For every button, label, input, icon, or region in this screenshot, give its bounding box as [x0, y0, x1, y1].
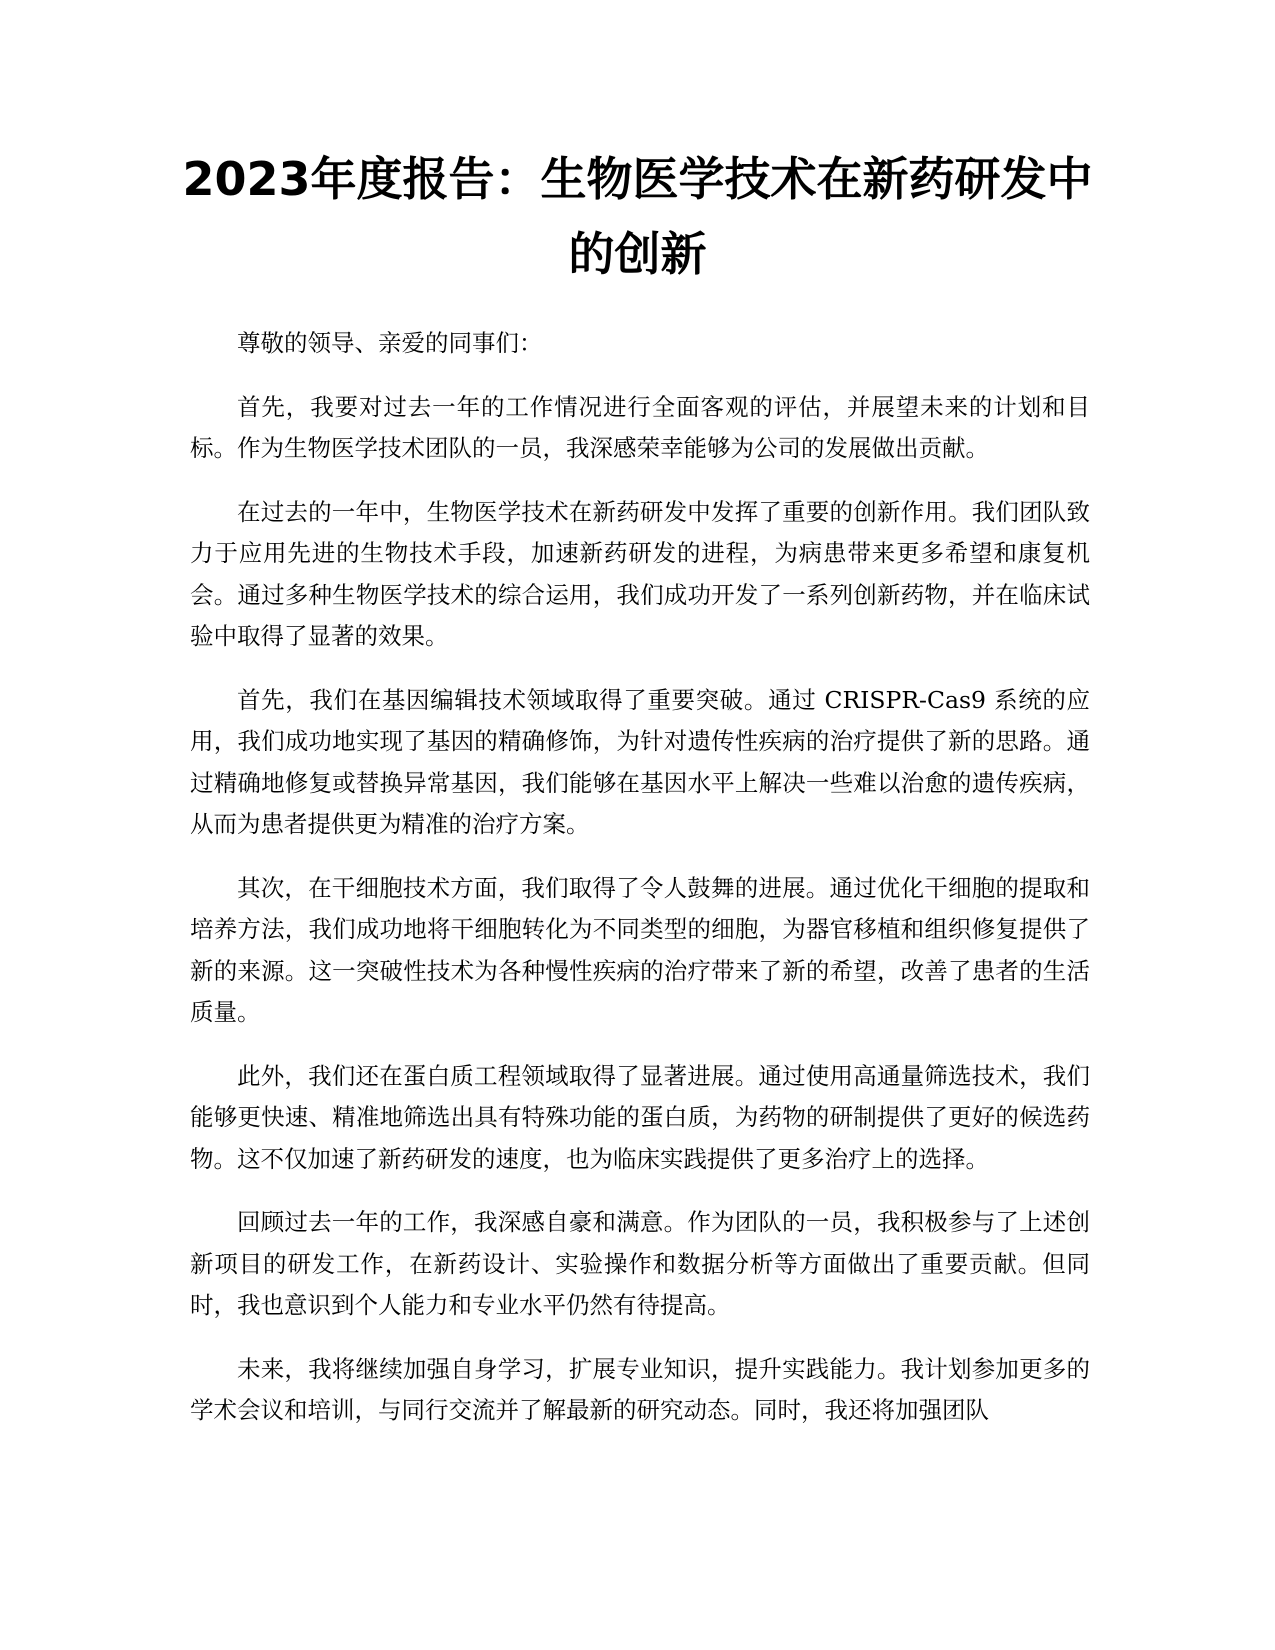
document-body	[190, 323, 1090, 1454]
body-paragraph: 回顾过去一年的工作，我深感自豪和满意。作为团队的一员，我积极参与了上述创新项目的研发工作，在新药设计、实验操作和数据分析等方面做出了重要贡献。但同时，我也意识到个人能力和专业水平仍然有待提高。	[190, 1208, 1090, 1319]
body-paragraph: 未来，我将继续加强自身学习，扩展专业知识，提升实践能力。我计划参加更多的学术会议和培训，与同行交流并了解最新的研究动态。同时，我还将加强团队	[190, 1354, 1090, 1424]
greeting-paragraph: 尊敬的领导、亲爱的同事们：	[237, 329, 543, 357]
body-paragraph: 首先，我们在基因编辑技术领域取得了重要突破。通过 CRISPR-Cas9 系统的应用，我们成功地实现了基因的精确修饰，为针对遗传性疾病的治疗提供了新的思路。通过精确地修复或替换异常基因，我们能够在基因水平上解决一些难以治愈的遗传疾病，从而为患者提供更为精准的治疗方案。	[190, 685, 1090, 838]
body-paragraph: 其次，在干细胞技术方面，我们取得了令人鼓舞的进展。通过优化干细胞的提取和培养方法，我们成功地将干细胞转化为不同类型的细胞，为器官移植和组织修复提供了新的来源。这一突破性技术为各种慢性疾病的治疗带来了新的希望，改善了患者的生活质量。	[190, 873, 1090, 1026]
body-paragraph: 在过去的一年中，生物医学技术在新药研发中发挥了重要的创新作用。我们团队致力于应用先进的生物技术手段，加速新药研发的进程，为病患带来更多希望和康复机会。通过多种生物医学技术的综合运用，我们成功开发了一系列创新药物，并在临床试验中取得了显著的效果。	[190, 497, 1090, 650]
document-title-line-1: 2023年度报告：生物医学技术在新药研发中	[182, 152, 1093, 206]
body-paragraph: 此外，我们还在蛋白质工程领域取得了显著进展。通过使用高通量筛选技术，我们能够更快速、精准地筛选出具有特殊功能的蛋白质，为药物的研制提供了更好的候选药物。这不仅加速了新药研发的速度，也为临床实践提供了更多治疗上的选择。	[190, 1061, 1090, 1173]
body-paragraph: 首先，我要对过去一年的工作情况进行全面客观的评估，并展望未来的计划和目标。作为生物医学技术团队的一员，我深感荣幸能够为公司的发展做出贡献。	[190, 392, 1090, 462]
document-title-line-2: 的创新	[568, 227, 707, 281]
document-title	[170, 142, 1105, 292]
